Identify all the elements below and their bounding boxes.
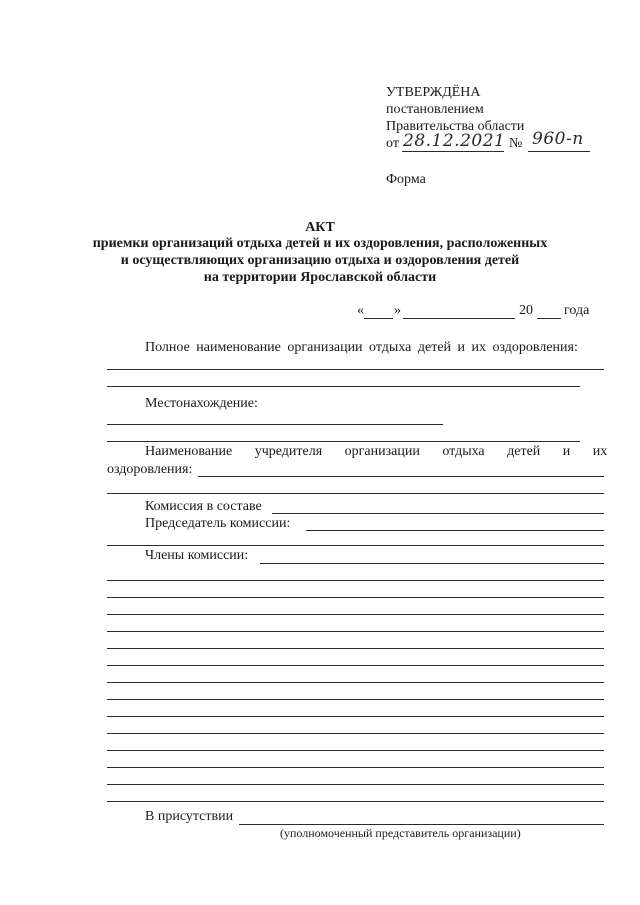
members-line-11[interactable]	[107, 750, 604, 751]
act-title-line2: и осуществляющих организацию отдыха и оздоровления детей	[120, 253, 520, 268]
approval-resolution: постановлением	[386, 102, 484, 117]
members-line-3[interactable]	[107, 614, 604, 615]
approval-government: Правительства области	[386, 119, 525, 134]
members-line-2[interactable]	[107, 597, 604, 598]
location-line-2[interactable]	[107, 441, 580, 442]
founder-line-1[interactable]	[198, 476, 604, 477]
label-founder-part2: оздоровления:	[107, 462, 193, 477]
full-name-line-1[interactable]	[107, 369, 604, 370]
members-line-13[interactable]	[107, 784, 604, 785]
approval-number-sign: №	[509, 136, 523, 151]
label-full-name: Полное наименование организации отдыха детей и их оздоровления:	[145, 340, 578, 355]
date-close-quote: »	[394, 303, 401, 318]
date-year-suffix: года	[564, 303, 590, 318]
members-line-12[interactable]	[107, 767, 604, 768]
members-line-4[interactable]	[107, 631, 604, 632]
members-line-5[interactable]	[107, 648, 604, 649]
date-year-blank[interactable]	[537, 318, 561, 319]
label-founder-part1: Наименование учредителя организации отдыха детей и их	[145, 444, 608, 459]
act-heading: АКТ	[305, 220, 335, 235]
label-members: Члены комиссии:	[145, 548, 249, 563]
members-line-9[interactable]	[107, 716, 604, 717]
approval-approved: УТВЕРЖДЁНА	[386, 85, 481, 100]
members-line-0[interactable]	[260, 563, 604, 564]
members-line-10[interactable]	[107, 733, 604, 734]
approval-date-underline	[402, 151, 504, 152]
full-name-line-2[interactable]	[107, 386, 580, 387]
form-label: Форма	[386, 172, 426, 187]
date-month-blank[interactable]	[403, 318, 515, 319]
approval-number-underline	[528, 151, 590, 152]
act-title-line3: на территории Ярославской области	[203, 270, 437, 285]
chairman-line-1[interactable]	[306, 530, 604, 531]
approval-from-prefix: от	[386, 136, 399, 151]
approval-number-handwritten: 960-п	[532, 129, 584, 149]
date-open-quote: «	[357, 303, 364, 318]
members-line-14[interactable]	[107, 801, 604, 802]
members-line-1[interactable]	[107, 580, 604, 581]
approval-date-handwritten: 28.12.2021	[403, 131, 506, 151]
act-title-line1: приемки организаций отдыха детей и их оздоровления, расположенных	[92, 236, 548, 251]
date-year-prefix: 20	[519, 303, 533, 318]
presence-line[interactable]	[239, 824, 604, 825]
commission-line[interactable]	[272, 513, 604, 514]
members-line-7[interactable]	[107, 682, 604, 683]
label-location: Местонахождение:	[145, 396, 258, 411]
chairman-line-2[interactable]	[107, 545, 604, 546]
members-line-6[interactable]	[107, 665, 604, 666]
founder-line-2[interactable]	[107, 493, 604, 494]
location-line-1[interactable]	[107, 424, 443, 425]
label-commission: Комиссия в составе	[145, 499, 262, 514]
label-chairman: Председатель комиссии:	[145, 516, 291, 531]
date-day-blank[interactable]	[364, 318, 393, 319]
label-presence: В присутствии	[145, 809, 234, 824]
presence-caption: (уполномоченный представитель организации)	[280, 826, 521, 840]
members-line-8[interactable]	[107, 699, 604, 700]
